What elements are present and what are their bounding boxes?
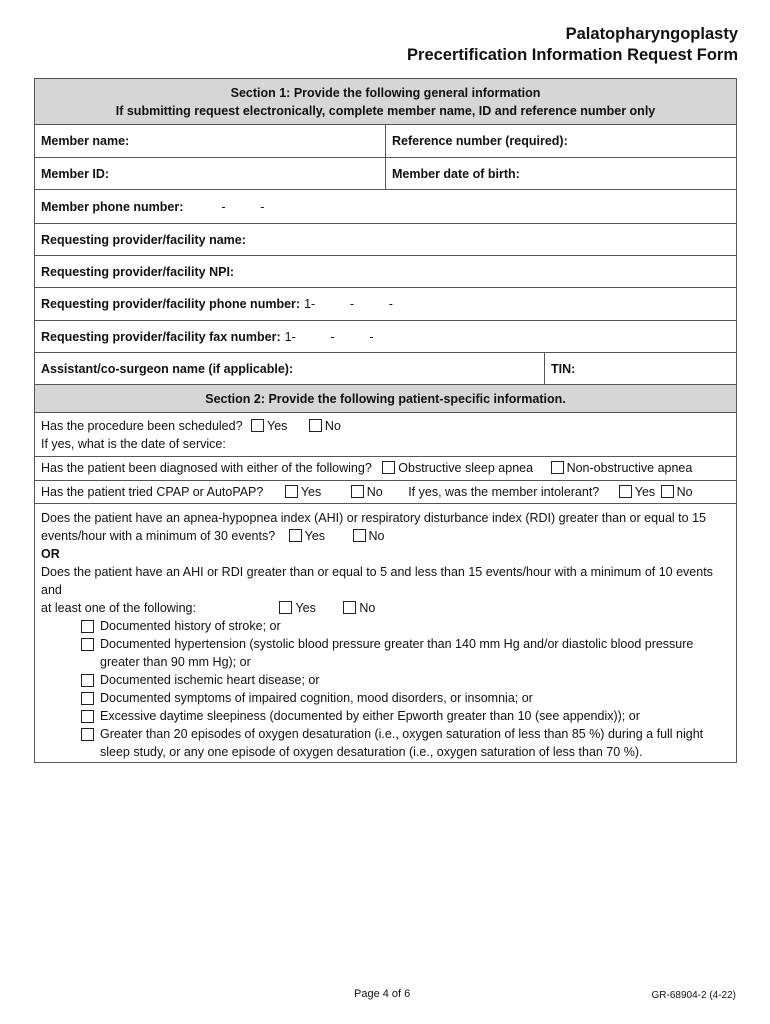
precert-form [34, 78, 737, 763]
reference-number-field[interactable] [385, 125, 736, 157]
q-ahi-5-line2: at least one of the following: [41, 601, 196, 615]
q-ahi-5-no-checkbox[interactable] [343, 601, 356, 614]
q-scheduled-no-label: No [324, 419, 341, 433]
provider-phone-label: Requesting provider/facility phone number: [41, 297, 301, 311]
row-provider-npi [35, 256, 736, 288]
provider-name-label: Requesting provider/facility name: [41, 232, 246, 247]
q-ahi-15-yes-checkbox[interactable] [289, 529, 302, 542]
q-ahi-5-yes-label: Yes [295, 601, 316, 615]
q-ahi-block [35, 504, 742, 762]
provider-npi-label: Requesting provider/facility NPI: [41, 264, 235, 279]
q-ahi-15-line1: Does the patient have an apnea-hypopnea index (AHI) or respiratory disturbance index (RDI) greater than or equal to 15 [41, 511, 706, 525]
criteria-item-label: Documented hypertension (systolic blood pressure greater than 140 mm Hg and/or diastolic blood pressure greater than 90 mm Hg); or [100, 637, 694, 669]
q-cpap [35, 481, 736, 503]
non-obstructive-apnea-checkbox[interactable] [551, 461, 564, 474]
provider-fax-mask: 1- - - [284, 329, 374, 344]
q-cpap-yes-label: Yes [300, 485, 322, 499]
q-cpap-text: Has the patient tried CPAP or AutoPAP? [41, 485, 264, 499]
member-phone-label: Member phone number: [41, 199, 184, 214]
provider-fax-label: Requesting provider/facility fax number: [41, 329, 281, 344]
q-scheduled-no-checkbox[interactable] [309, 419, 322, 432]
non-obstructive-apnea-label: Non-obstructive apnea [566, 461, 693, 475]
q-intolerant-no-label: No [676, 485, 693, 499]
row-provider-phone [35, 288, 736, 321]
section1-heading: Section 1: Provide the following general information [230, 85, 541, 100]
section1-header [35, 79, 736, 125]
row-provider-name [35, 224, 736, 256]
provider-npi-field[interactable] [35, 256, 736, 287]
q-ahi-5-no-label: No [359, 601, 376, 615]
q-scheduled-text: Has the procedure been scheduled? [41, 419, 243, 433]
member-name-field[interactable] [35, 125, 385, 157]
criteria-item [41, 671, 736, 689]
oxygen-desaturation-checkbox[interactable] [81, 728, 94, 741]
daytime-sleepiness-checkbox[interactable] [81, 710, 94, 723]
stroke-checkbox[interactable] [81, 620, 94, 633]
hypertension-checkbox[interactable] [81, 638, 94, 651]
member-id-field[interactable] [35, 158, 385, 189]
q-ahi-15-yes-label: Yes [304, 529, 326, 543]
section1-subheading: If submitting request electronically, complete member name, ID and reference number only [115, 103, 656, 118]
q-intolerant-yes-label: Yes [634, 485, 656, 499]
reference-number-label: Reference number (required): [392, 134, 568, 148]
q-ahi-15-no-checkbox[interactable] [353, 529, 366, 542]
criteria-item-label: Excessive daytime sleepiness (documented by either Epworth greater than 10 (see appendix)); or [100, 709, 640, 723]
q-ahi-5-line1: Does the patient have an AHI or RDI greater than or equal to 5 and less than 15 events/hour with a minimum of 10 events and [41, 565, 713, 597]
q-diagnosed [35, 457, 736, 480]
provider-phone-field[interactable] [35, 288, 736, 320]
criteria-item-label: Documented ischemic heart disease; or [100, 673, 320, 687]
row-member-name [35, 125, 736, 158]
row-q-diagnosed [35, 457, 736, 481]
criteria-item-label: Documented history of stroke; or [100, 619, 281, 633]
q-scheduled-yes-checkbox[interactable] [251, 419, 264, 432]
obstructive-sleep-apnea-label: Obstructive sleep apnea [398, 461, 534, 475]
criteria-item [41, 635, 736, 671]
q-scheduled [35, 413, 736, 456]
q-cpap-no-label: No [366, 485, 383, 499]
q-ahi-15-no-label: No [368, 529, 385, 543]
q-ahi-5-yes-checkbox[interactable] [279, 601, 292, 614]
row-q-ahi [35, 504, 736, 762]
member-phone-field[interactable] [35, 190, 736, 223]
row-q-cpap [35, 481, 736, 504]
tin-label: TIN: [551, 361, 576, 376]
obstructive-sleep-apnea-checkbox[interactable] [382, 461, 395, 474]
row-member-id [35, 158, 736, 190]
criteria-item [41, 707, 736, 725]
member-dob-label: Member date of birth: [392, 166, 520, 181]
form-title [407, 24, 738, 66]
member-name-label: Member name: [41, 134, 130, 148]
criteria-item [41, 725, 736, 761]
q-intolerant-no-checkbox[interactable] [661, 485, 674, 498]
ischemic-heart-disease-checkbox[interactable] [81, 674, 94, 687]
or-separator: OR [41, 547, 60, 561]
q-intolerant-yes-checkbox[interactable] [619, 485, 632, 498]
provider-name-field[interactable] [35, 224, 736, 255]
member-dob-field[interactable] [385, 158, 736, 189]
criteria-item [41, 617, 736, 635]
page-number: Page 4 of 6 [354, 988, 411, 1000]
title-line-1: Palatopharyngoplasty [565, 25, 738, 43]
q-cpap-followup: If yes, was the member intolerant? [408, 485, 600, 499]
q-scheduled-yes-label: Yes [267, 419, 288, 433]
row-assistant [35, 353, 736, 385]
assistant-label: Assistant/co-surgeon name (if applicable): [41, 361, 294, 376]
tin-field[interactable] [544, 353, 736, 384]
q-cpap-no-checkbox[interactable] [351, 485, 364, 498]
assistant-field[interactable] [35, 353, 544, 384]
member-phone-mask: - - [221, 199, 265, 214]
q-cpap-yes-checkbox[interactable] [285, 485, 298, 498]
criteria-item-label: Documented symptoms of impaired cognition, mood disorders, or insomnia; or [100, 691, 533, 705]
row-q-scheduled [35, 413, 736, 457]
criteria-item [41, 689, 736, 707]
q-diagnosed-text: Has the patient been diagnosed with either of the following? [41, 461, 372, 475]
q-scheduled-followup: If yes, what is the date of service: [41, 437, 226, 451]
section2-heading: Section 2: Provide the following patient-specific information. [205, 391, 566, 406]
provider-fax-field[interactable] [35, 321, 736, 352]
section2-header [35, 385, 736, 413]
row-provider-fax [35, 321, 736, 353]
criteria-item-label: Greater than 20 episodes of oxygen desaturation (i.e., oxygen saturation of less than 85 %) during a full night sleep study, or any one episode of oxygen desaturation (i.e., oxygen saturation of less than 70 %). [100, 727, 704, 759]
q-ahi-15-line2: events/hour with a minimum of 30 events? [41, 529, 276, 543]
form-code: GR-68904-2 (4-22) [651, 990, 736, 1001]
title-line-2: Precertification Information Request Form [407, 46, 738, 64]
row-member-phone [35, 190, 736, 224]
provider-phone-mask: 1- - - [304, 297, 393, 311]
member-id-label: Member ID: [41, 166, 110, 181]
impaired-cognition-checkbox[interactable] [81, 692, 94, 705]
